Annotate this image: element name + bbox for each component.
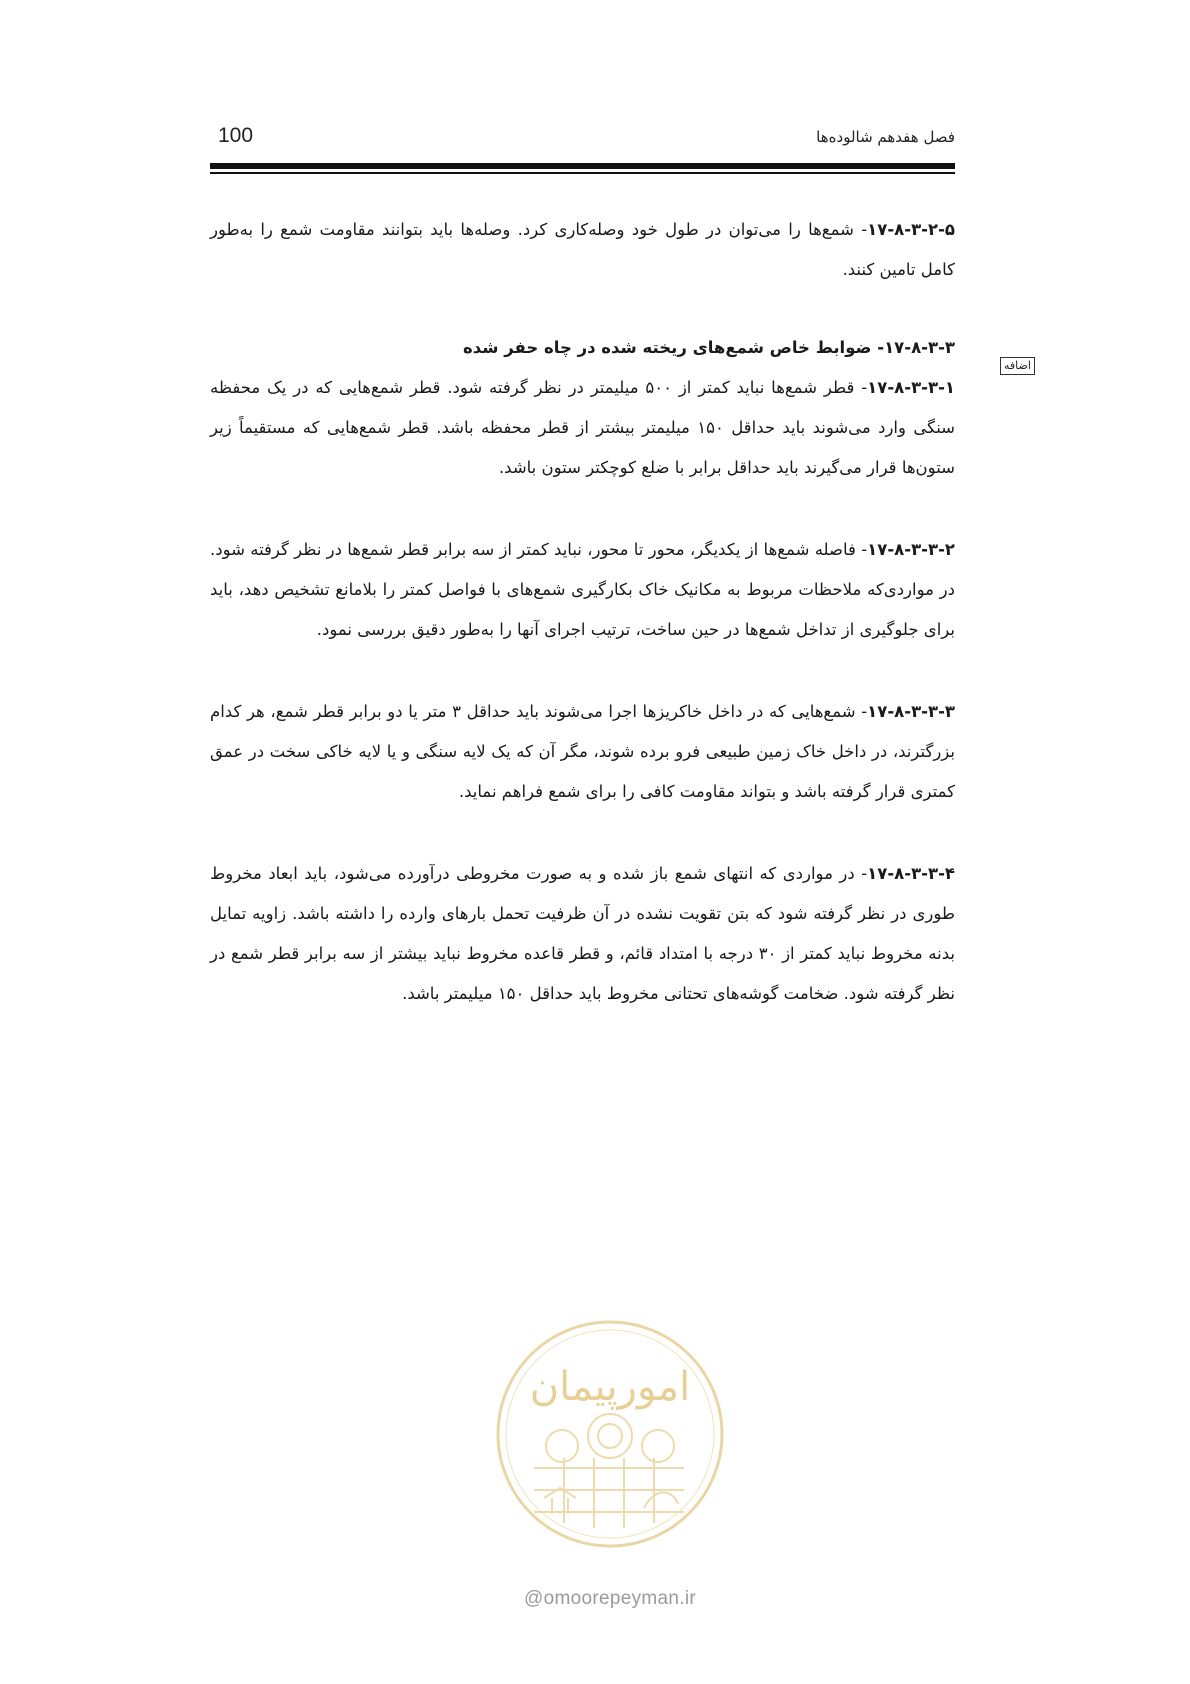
watermark-logo <box>494 1318 726 1550</box>
heading-number: ۱۷-۸-۳-۳ <box>884 338 955 357</box>
clause-number: ۱۷-۸-۳-۳-۴ <box>867 864 955 883</box>
chapter-title: فصل هفدهم شالوده‌ها <box>816 128 955 146</box>
clause-text: - قطر شمع‌ها نباید کمتر از ۵۰۰ میلیمتر در نظر گرفته شود. قطر شمع‌هایی که در یک محفظه سنگی وارد می‌شوند باید حداقل ۱۵۰ میلیمتر بیشتر از قطر محفظه باشد. قطر شمع‌هایی که مستقیماً زیر ستون‌ها قرار می‌گیرند باید حداقل برابر با ضلع کوچکتر ستون باشد. <box>210 378 956 477</box>
paragraph-17-8-3-3-1 <box>210 368 955 488</box>
paragraph-17-8-3-2-5 <box>210 210 955 290</box>
watermark-logo-text: امورپیمان <box>529 1364 691 1410</box>
section-heading-17-8-3-3 <box>210 328 955 368</box>
clause-text: - فاصله شمع‌ها از یکدیگر، محور تا محور، نباید کمتر از سه برابر قطر شمع‌ها در نظر گرفته شود. در مواردی‌که ملاحظات مربوط به مکانیک خاک بکارگیری شمع‌های با فواصل کمتر را بلامانع تشخیص دهد، باید برای جلوگیری از تداخل شمع‌ها در حین ساخت، ترتیب اجرای آنها را به‌طور دقیق بررسی نمود. <box>210 540 955 639</box>
header-rule-thick <box>210 163 955 169</box>
clause-number: ۱۷-۸-۳-۳-۳ <box>867 702 955 721</box>
page-number: 100 <box>218 124 254 147</box>
clause-number: ۱۷-۸-۳-۳-۱ <box>867 378 955 397</box>
document-body <box>210 210 955 1014</box>
heading-text: - ضوابط خاص شمع‌های ریخته شده در چاه حفر شده <box>462 338 885 357</box>
addition-tag: اضافه <box>1000 357 1035 375</box>
watermark-url: @omoorepeyman.ir <box>524 1588 696 1609</box>
clause-number: ۱۷-۸-۳-۲-۵ <box>867 220 955 239</box>
page-header <box>210 122 955 152</box>
clause-text: - شمع‌ها را می‌توان در طول خود وصله‌کاری کرد. وصله‌ها باید بتوانند مقاومت شمع را به‌طور کامل تامین کنند. <box>210 220 955 279</box>
paragraph-17-8-3-3-3 <box>210 692 955 812</box>
clause-number: ۱۷-۸-۳-۳-۲ <box>867 540 955 559</box>
clause-text: - در مواردی که انتهای شمع باز شده و به صورت مخروطی درآورده می‌شود، باید ابعاد مخروط طوری در نظر گرفته شود که بتن تقویت نشده در آن ظرفیت تحمل بارهای وارده را داشته باشد. زاویه تمایل بدنه مخروط نباید کمتر از ۳۰ درجه با امتداد قائم، و قطر قاعده مخروط نباید بیشتر از سه برابر قطر شمع در نظر گرفته شود. ضخامت گوشه‌های تحتانی مخروط باید حداقل ۱۵۰ میلیمتر باشد. <box>210 864 955 1003</box>
clause-text: - شمع‌هایی که در داخل خاکریزها اجرا می‌شوند باید حداقل ۳ متر یا دو برابر قطر شمع، هر کدام بزرگترند، در داخل خاک زمین طبیعی فرو برده شوند، مگر آن که یک لایه سنگی و یا لایه خاکی سخت در عمق کمتری قرار گرفته باشد و بتواند مقاومت کافی را برای شمع فراهم نماید. <box>210 702 955 801</box>
paragraph-17-8-3-3-4 <box>210 854 955 1014</box>
paragraph-17-8-3-3-2 <box>210 530 955 650</box>
header-rule-thin <box>210 172 955 174</box>
